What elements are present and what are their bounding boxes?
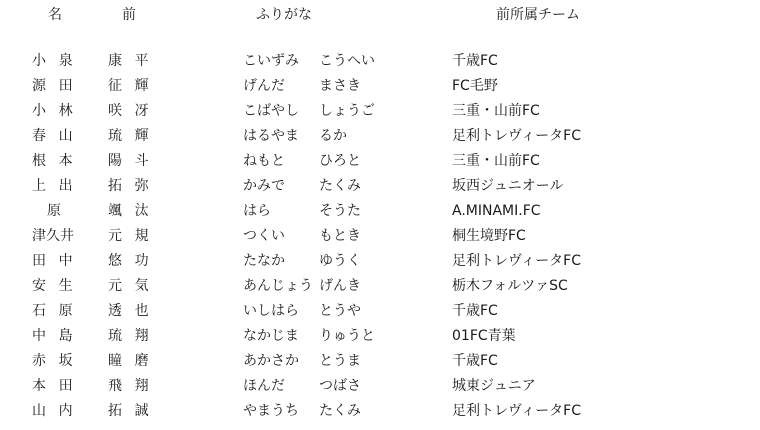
player-first-name: 征輝 xyxy=(108,78,162,94)
header-name-left: 名 xyxy=(48,7,62,23)
player-first-name: 飛翔 xyxy=(108,378,162,394)
player-previous-team: 千歳FC xyxy=(452,353,498,369)
player-last-name: 石原 xyxy=(32,303,86,319)
player-last-name: 本田 xyxy=(32,378,86,394)
player-first-name-furigana: しょうご xyxy=(319,103,375,119)
player-last-name: 小林 xyxy=(32,103,86,119)
player-last-name-furigana: こいずみ xyxy=(243,53,299,69)
player-first-name: 康平 xyxy=(108,53,162,69)
player-last-name-furigana: かみで xyxy=(243,178,285,194)
player-previous-team: 千歳FC xyxy=(452,303,498,319)
player-first-name-furigana: とうま xyxy=(319,353,361,369)
table-row xyxy=(0,201,760,226)
player-last-name-furigana: あかさか xyxy=(243,353,299,369)
player-first-name: 琉輝 xyxy=(108,128,162,144)
table-row xyxy=(0,126,760,151)
table-row xyxy=(0,226,760,251)
player-first-name: 元気 xyxy=(108,278,162,294)
player-last-name: 中島 xyxy=(32,328,86,344)
player-last-name-furigana: やまうち xyxy=(243,403,299,419)
table-row xyxy=(0,151,760,176)
player-last-name-furigana: げんだ xyxy=(243,78,285,94)
player-first-name-furigana: こうへい xyxy=(319,53,375,69)
player-first-name-furigana: まさき xyxy=(319,78,361,94)
table-row xyxy=(0,251,760,276)
player-first-name-furigana: ひろと xyxy=(319,153,361,169)
player-previous-team: 三重・山前FC xyxy=(452,153,540,169)
player-first-name: 瞳磨 xyxy=(108,353,162,369)
player-previous-team: 足利トレヴィータFC xyxy=(452,128,581,144)
player-last-name: 根本 xyxy=(32,153,86,169)
player-first-name: 颯汰 xyxy=(108,203,162,219)
player-previous-team: A.MINAMI.FC xyxy=(452,203,541,219)
table-row xyxy=(0,376,760,401)
player-first-name: 拓誠 xyxy=(108,403,162,419)
header-furigana: ふりがな xyxy=(256,7,312,23)
player-previous-team: 城東ジュニア xyxy=(452,378,536,394)
player-last-name-furigana: なかじま xyxy=(243,328,299,344)
roster-table xyxy=(0,51,760,426)
player-first-name-furigana: もとき xyxy=(319,228,361,244)
player-last-name-furigana: はら xyxy=(243,203,271,219)
player-previous-team: FC毛野 xyxy=(452,78,498,94)
table-row xyxy=(0,301,760,326)
player-last-name-furigana: こばやし xyxy=(243,103,299,119)
player-previous-team: 足利トレヴィータFC xyxy=(452,403,581,419)
player-first-name-furigana: げんき xyxy=(319,278,361,294)
player-first-name-furigana: たくみ xyxy=(319,178,361,194)
table-row xyxy=(0,401,760,426)
player-first-name: 琉翔 xyxy=(108,328,162,344)
player-last-name: 赤坂 xyxy=(32,353,86,369)
player-first-name-furigana: つばさ xyxy=(319,378,361,394)
table-row xyxy=(0,51,760,76)
player-last-name: 山内 xyxy=(32,403,86,419)
player-last-name-furigana: あんじょう xyxy=(243,278,313,294)
table-row xyxy=(0,176,760,201)
player-previous-team: 足利トレヴィータFC xyxy=(452,253,581,269)
player-first-name-furigana: りゅうと xyxy=(319,328,375,344)
player-last-name-furigana: いしはら xyxy=(243,303,299,319)
player-last-name: 原 xyxy=(47,203,61,219)
player-first-name-furigana: とうや xyxy=(319,303,361,319)
player-last-name: 安生 xyxy=(32,278,86,294)
player-first-name-furigana: そうた xyxy=(319,203,361,219)
player-last-name: 源田 xyxy=(32,78,86,94)
player-first-name: 悠功 xyxy=(108,253,162,269)
header-previous-team: 前所属チーム xyxy=(496,7,580,23)
player-last-name: 田中 xyxy=(32,253,86,269)
player-last-name-furigana: つくい xyxy=(243,228,285,244)
player-first-name: 咲冴 xyxy=(108,103,162,119)
player-previous-team: 三重・山前FC xyxy=(452,103,540,119)
player-last-name-furigana: はるやま xyxy=(243,128,299,144)
player-last-name: 上出 xyxy=(32,178,86,194)
table-row xyxy=(0,326,760,351)
player-last-name-furigana: ねもと xyxy=(243,153,285,169)
player-last-name: 小泉 xyxy=(32,53,86,69)
player-previous-team: 栃木フォルツァSC xyxy=(452,278,568,294)
player-first-name: 透也 xyxy=(108,303,162,319)
player-last-name-furigana: ほんだ xyxy=(243,378,285,394)
player-previous-team: 01FC青葉 xyxy=(452,328,516,344)
player-first-name-furigana: ゆうく xyxy=(319,253,361,269)
table-row xyxy=(0,76,760,101)
player-first-name-furigana: るか xyxy=(319,128,347,144)
table-row xyxy=(0,276,760,301)
player-first-name: 拓弥 xyxy=(108,178,162,194)
header-name-right: 前 xyxy=(122,7,136,23)
player-last-name: 春山 xyxy=(32,128,86,144)
player-last-name: 津久井 xyxy=(32,228,74,244)
player-first-name: 元規 xyxy=(108,228,162,244)
player-previous-team: 坂西ジュニオール xyxy=(452,178,564,194)
table-row xyxy=(0,351,760,376)
player-previous-team: 千歳FC xyxy=(452,53,498,69)
table-row xyxy=(0,101,760,126)
player-previous-team: 桐生境野FC xyxy=(452,228,526,244)
player-last-name-furigana: たなか xyxy=(243,253,285,269)
player-first-name: 陽斗 xyxy=(108,153,162,169)
player-first-name-furigana: たくみ xyxy=(319,403,361,419)
